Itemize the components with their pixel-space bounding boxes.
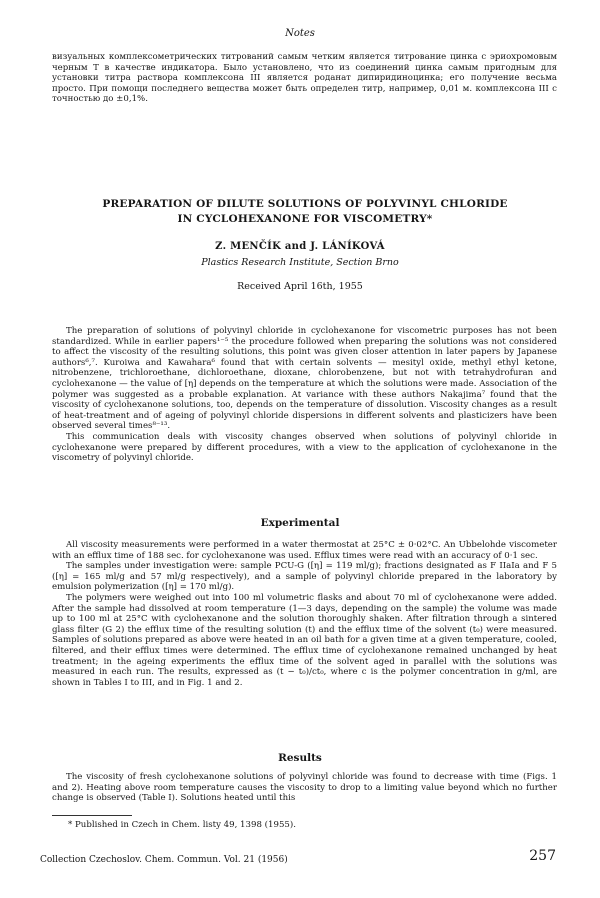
section-heading-experimental: Experimental [260, 517, 340, 529]
experimental-paragraph-3: The polymers were weighed out into 100 ml volumetric flasks and about 70 ml of cyclohexanone were added. After the sample had dissolved at room temperature (1—3 days, depending on the sample) the volume was made up to 100 ml at 25°C with cyclohexanone and the solution thoroughly shaken. After filtration through a sintered glass filter (G 2) the efflux time of the resulting solution (t) and the efflux time of the solvent (t₀) were measured. Samples of solutions prepared as above were heated in an oil bath for a given time at a given temperature, cooled, filtered, and their efflux times were determined. The efflux time of cyclohexanone remained unchanged by heat treatment; in the ageing experiments the efflux time of the solvent aged in parallel with the solutions was measured in each run. The results, expressed as (t − t₀)/ct₀, where c is the polymer concentration in g/ml, are shown in Tables I to III, and in Fig. 1 and 2. [52, 592, 557, 688]
running-head: Notes [285, 28, 315, 39]
introduction-paragraph-1: The preparation of solutions of polyvinyl chloride in cyclohexanone for viscometric purposes has not been standardized. While in earlier papers¹⁻⁵ the procedure followed when preparing the solutions was not considered to affect the viscosity of the resulting solutions, this point was given closer attention in later papers by Japanese authors⁶,⁷. Kuroiwa and Kawahara⁶ found that with certain solvents — mesityl oxide, methyl ethyl ketone, nitrobenzene, trichloroethane, dichloroethane, dioxane, chlorobenzene, but not with tetrahydrofuran and cyclohexanone — the value of [η] depends on the temperature at which the solutions were made. Association of the polymer was suggested as a probable explanation. At variance with these authors Nakajima⁷ found that the viscosity of cyclohexanone solutions, too, depends on the temperature of dissolution. Viscosity changes as a result of heat-treatment and of ageing of polyvinyl chloride dispersions in different solvents and plasticizers have been observed several times⁸⁻¹³. [52, 326, 557, 432]
results-block [52, 772, 557, 804]
footnote: * Published in Czech in Chem. listy 49, 1398 (1955). [68, 820, 296, 830]
experimental-paragraph-2: The samples under investigation were: sample PCU-G ([η] = 119 ml/g); fractions designated as F IIaIa and F 5 ([η] = 165 ml/g and 57 ml/g respectively), and a sample of polyvinyl chloride prepared in the laboratory by emulsion polymerization ([η] = 170 ml/g). [52, 561, 557, 593]
introduction-block [52, 326, 557, 464]
results-paragraph-1: The viscosity of fresh cyclohexanone solutions of polyvinyl chloride was found to decrease with time (Figs. 1 and 2). Heating above room temperature causes the viscosity to drop to a limiting value beyond which no further change is observed (Table I). Solutions heated until this [52, 772, 557, 804]
article-title [40, 197, 570, 227]
received-date: Received April 16th, 1955 [237, 281, 363, 292]
article-title-line-1: PREPARATION OF DILUTE SOLUTIONS OF POLYVINYL CHLORIDE [102, 198, 508, 210]
article-title-line-2: IN CYCLOHEXANONE FOR VISCOMETRY* [177, 213, 433, 225]
introduction-paragraph-2: This communication deals with viscosity changes observed when solutions of polyvinyl chloride in cyclohexanone were prepared by different procedures, with a view to the application of cyclohexanone in the viscometry of polyvinyl chloride. [52, 431, 557, 464]
russian-summary-paragraph: визуальных комплексометрических титрований самым четким является титрование цинка с эриохромовым черным Т в качестве индикатора. Было установлено, что из соединений цинка самым пригодным для установки титра раствора комплексона III является роданат дипиридиноцинка; его получение весьма просто. При помощи последнего вещества может быть определен титр, например, 0,01 м. комплексона III с точностью до ±0,1%. [52, 52, 557, 105]
russian-summary-block [52, 52, 557, 105]
footnote-divider [52, 815, 132, 816]
experimental-paragraph-1: All viscosity measurements were performed in a water thermostat at 25°C ± 0·02°C. An Ubbelohde viscometer with an efflux time of 188 sec. for cyclohexanone was used. Efflux times were read with an accuracy of 0·1 sec. [52, 540, 557, 561]
author-affiliation: Plastics Research Institute, Section Brno [201, 257, 399, 268]
section-heading-results: Results [278, 752, 322, 764]
journal-citation-footer: Collection Czechoslov. Chem. Commun. Vol. 21 (1956) [40, 855, 288, 865]
article-authors: Z. MENČÍK and J. LÁNÍKOVÁ [215, 241, 385, 252]
experimental-block [52, 540, 557, 688]
page-number: 257 [529, 848, 556, 864]
